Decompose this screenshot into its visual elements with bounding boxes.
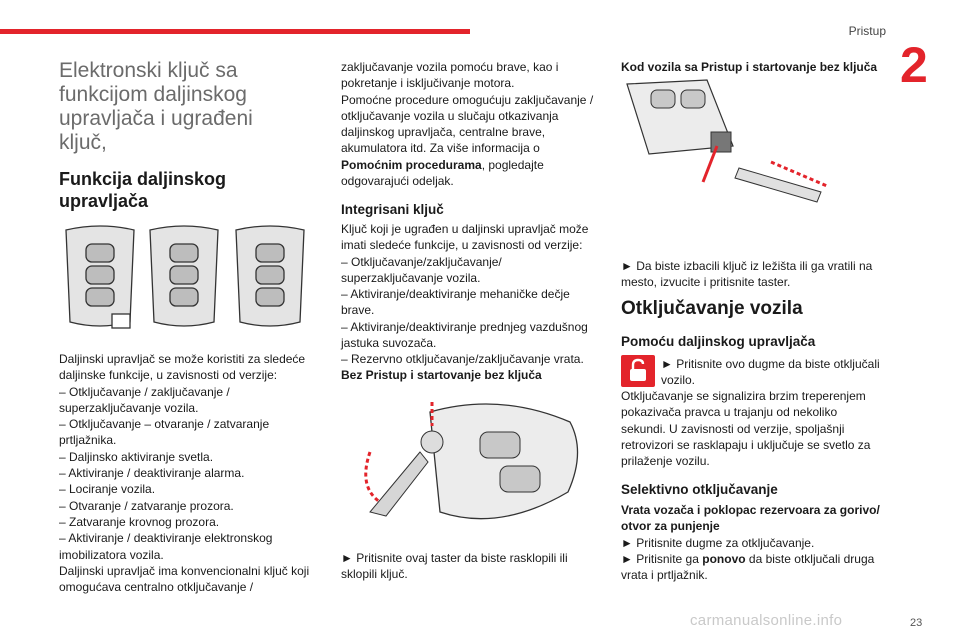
unlock-button-text: ► Pritisnite ovo dugme da biste otključali vozilo. [661, 357, 880, 388]
selective-step-2-pre: ► Pritisnite ga [621, 552, 703, 566]
integrated-key-text: Ključ koji je ugrađen u daljinski upravljač može imati sledeće funkcije, u zavisnosti od verzije: – Otključavanje/zaključavanje/ superzaključavanje vozila. – Aktiviranje/deaktiviranje mehaničke dečje brave. – Aktiviranje/deaktiviranje prednjeg vazdušnog jastuka suvozača. – Rezervno otključavanje/zaključavanje vrata. [341, 222, 589, 367]
unlock-icon [621, 355, 655, 387]
extract-key-illustration [621, 76, 841, 236]
intro-tail: , pogledajte odgovarajući odeljak. [341, 157, 544, 189]
no-keyless-note: Bez Pristup i startovanje bez ključa [341, 368, 542, 382]
selective-unlock-subheading: Vrata vozača i poklopac rezervoara za gorivo/ otvor za punjenje [621, 503, 880, 534]
section-label: Pristup [848, 24, 886, 38]
extract-key-text: ► Da biste izbacili ključ iz ležišta ili ga vratili na mesto, izvucite i pritisnite taster. [621, 259, 873, 290]
selective-step-2-post: da biste otključali druga vrata i prtljažnik. [621, 552, 875, 583]
heading-selective-unlock: Selektivno otključavanje [621, 482, 778, 497]
selective-step-2 [621, 551, 883, 584]
intro-paragraph [341, 59, 597, 189]
page-title: Elektronski ključ sa funkcijom daljinskog upravljača i ugrađeni ključ, [59, 59, 253, 154]
heading-integrated-key: Integrisani ključ [341, 202, 444, 217]
fold-key-illustration [350, 392, 590, 540]
heading-remote-function: Funkcija daljinskog upravljača [59, 169, 227, 211]
watermark: carmanualsonline.info [690, 612, 843, 629]
selective-step-2-bold: ponovo [702, 552, 746, 566]
keyless-heading: Kod vozila sa Pristup i startovanje bez ključa [621, 60, 878, 74]
heading-unlock-vehicle: Otključavanje vozila [621, 298, 803, 319]
selective-step-1: ► Pritisnite dugme za otključavanje. [621, 536, 815, 550]
intro-text: zaključavanje vozila pomoću brave, kao i pokretanje i isključivanje motora. Pomoćne procedure omogućuju zaključavanje / otključavanje vozila u slučaju otkazivanja daljinskog upravljača, centralne brave, akumulatora itd. Za više informacija o [341, 60, 594, 156]
page-number: 23 [910, 617, 923, 629]
remote-functions-text: Daljinski upravljač se može koristiti za sledeće daljinske funkcije, u zavisnosti od verzije: – Otključavanje / zaključavanje / superzaključavanje vozila. – Otključavanje – otvaranje / zatvaranje prtljažnika. – Daljinsko aktiviranje svetla. – Aktiviranje / deaktiviranje alarma. – Lociranje vozila. – Otvaranje / zatvaranje prozora. – Zatvaranje krovnog prozora. – Aktiviranje / deaktiviranje elektronskog imobilizatora vozila. Daljinski upravljač ima konvencionalni ključ koji omogućava centralno otključavanje / [59, 352, 310, 595]
heading-remote-unlock: Pomoću daljinskog upravljača [621, 334, 816, 349]
intro-bold: Pomoćnim procedurama [341, 157, 482, 172]
remote-keys-illustration [56, 222, 318, 340]
chapter-number: 2 [900, 37, 928, 93]
unlock-description: Otključavanje se signalizira brzim treperenjem pokazivača pravca u trajanju od nekoliko sekundi. U zavisnosti od verzije, spoljašnji retrovizori se rasklapaju i uključuje se svetlo za prilaženje vozilu. [621, 389, 871, 469]
header-accent-bar [0, 29, 470, 34]
fold-key-text: ► Pritisnite ovaj taster da biste rasklopili ili sklopili ključ. [341, 551, 568, 582]
